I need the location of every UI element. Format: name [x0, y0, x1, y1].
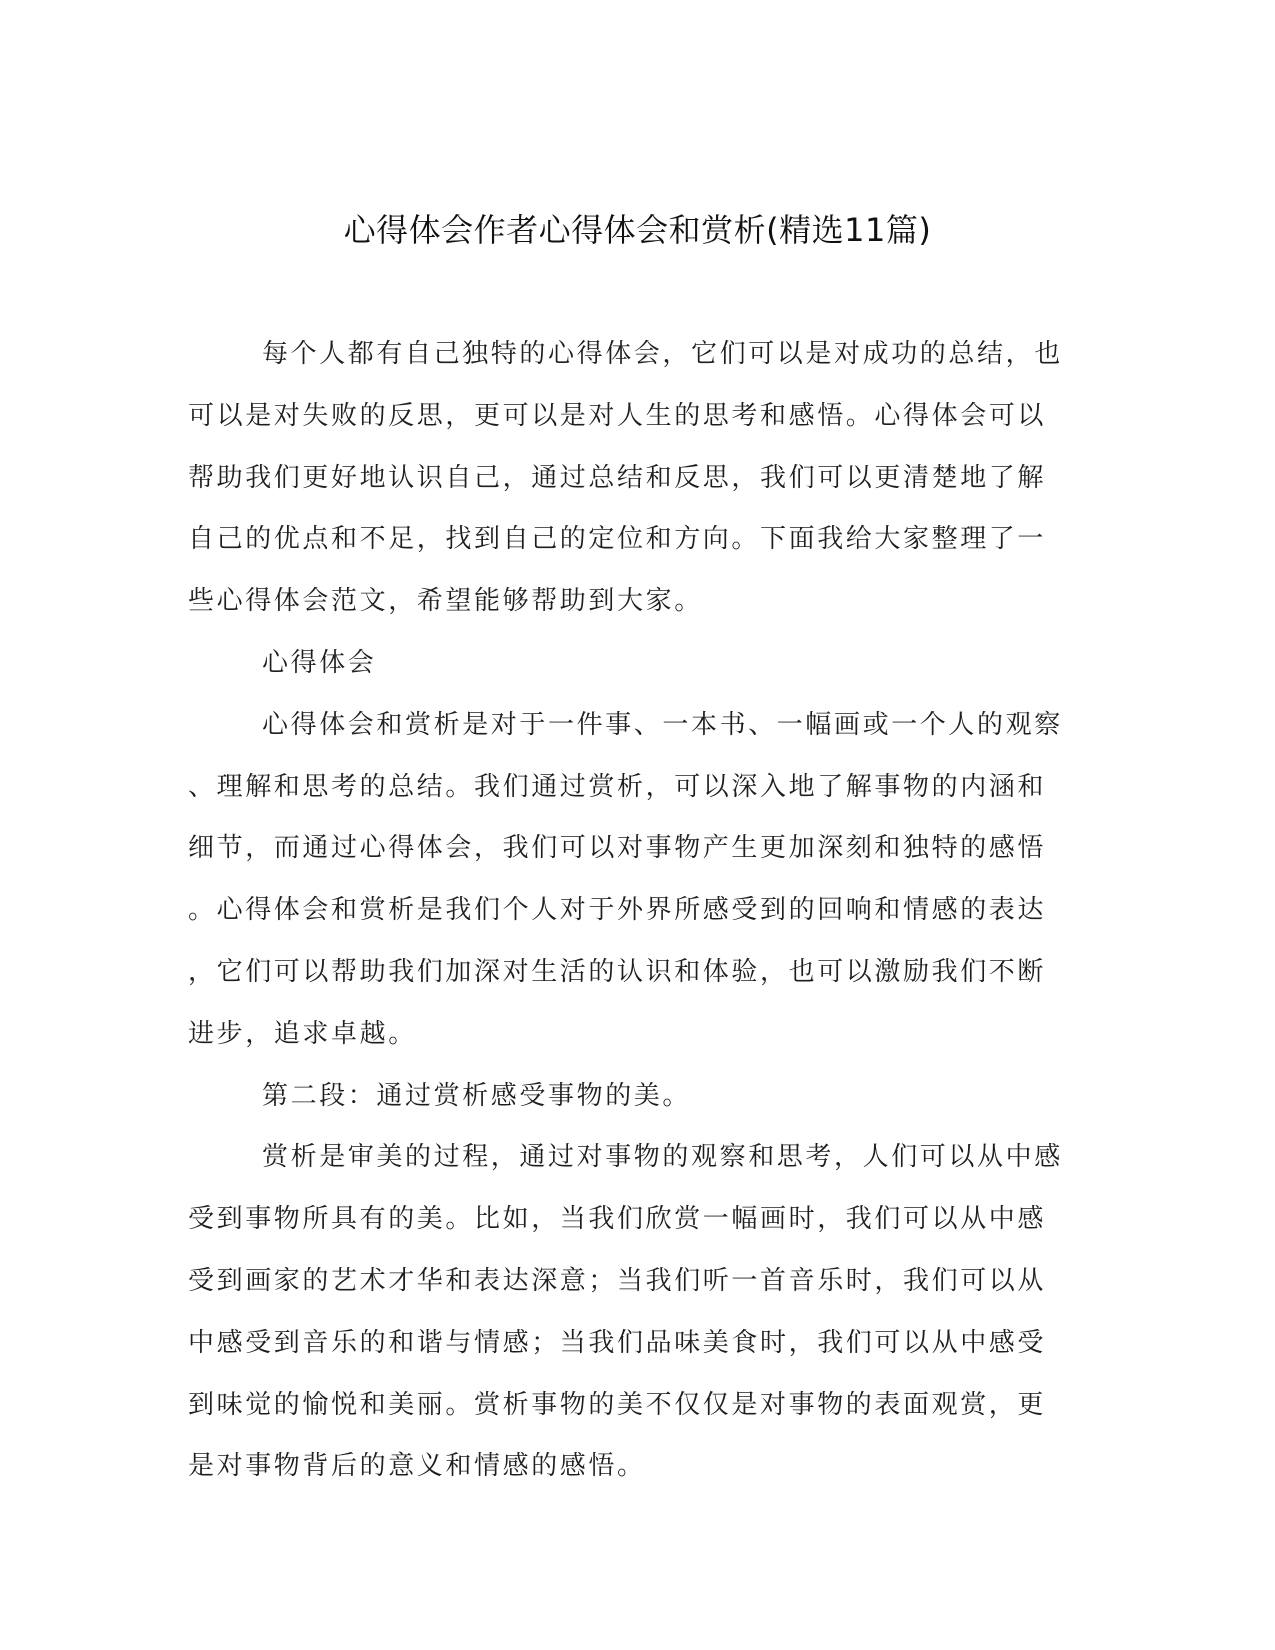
text-line: 帮助我们更好地认识自己，通过总结和反思，我们可以更清楚地了解 — [188, 462, 1047, 493]
text-line: 受到事物所具有的美。比如，当我们欣赏一幅画时，我们可以从中感 — [188, 1204, 1047, 1235]
text-line: 细节，而通过心得体会，我们可以对事物产生更加深刻和独特的感悟 — [188, 833, 1047, 864]
text-line: 每个人都有自己独特的心得体会，它们可以是对成功的总结，也 — [262, 339, 1063, 369]
text-line: 是对事物背后的意义和情感的感悟。 — [188, 1451, 646, 1482]
text-line: 心得体会和赏析是对于一件事、一本书、一幅画或一个人的观察 — [262, 709, 1063, 740]
document-title: 心得体会作者心得体会和赏析(精选11篇) — [343, 211, 932, 249]
text-line: 自己的优点和不足，找到自己的定位和方向。下面我给大家整理了一 — [188, 524, 1047, 555]
text-line: 。心得体会和赏析是我们个人对于外界所感受到的回响和情感的表达 — [188, 895, 1047, 926]
text-line: 受到画家的艺术才华和表达深意；当我们听一首音乐时，我们可以从 — [188, 1265, 1047, 1296]
text-line: 、理解和思考的总结。我们通过赏析，可以深入地了解事物的内涵和 — [188, 771, 1047, 802]
text-line: 进步，追求卓越。 — [188, 1018, 417, 1049]
document-body — [188, 324, 1078, 1498]
section-heading: 心得体会 — [262, 647, 377, 678]
text-line: 些心得体会范文，希望能够帮助到大家。 — [188, 586, 703, 617]
text-line: 赏析是审美的过程，通过对事物的观察和思考，人们可以从中感 — [262, 1142, 1063, 1173]
text-line: 可以是对失败的反思，更可以是对人生的思考和感悟。心得体会可以 — [188, 400, 1047, 431]
text-line: 中感受到音乐的和谐与情感；当我们品味美食时，我们可以从中感受 — [188, 1327, 1047, 1358]
text-line: ，它们可以帮助我们加深对生活的认识和体验，也可以激励我们不断 — [188, 956, 1047, 987]
section-heading: 第二段：通过赏析感受事物的美。 — [262, 1080, 692, 1111]
text-line: 到味觉的愉悦和美丽。赏析事物的美不仅仅是对事物的表面观赏，更 — [188, 1389, 1047, 1420]
